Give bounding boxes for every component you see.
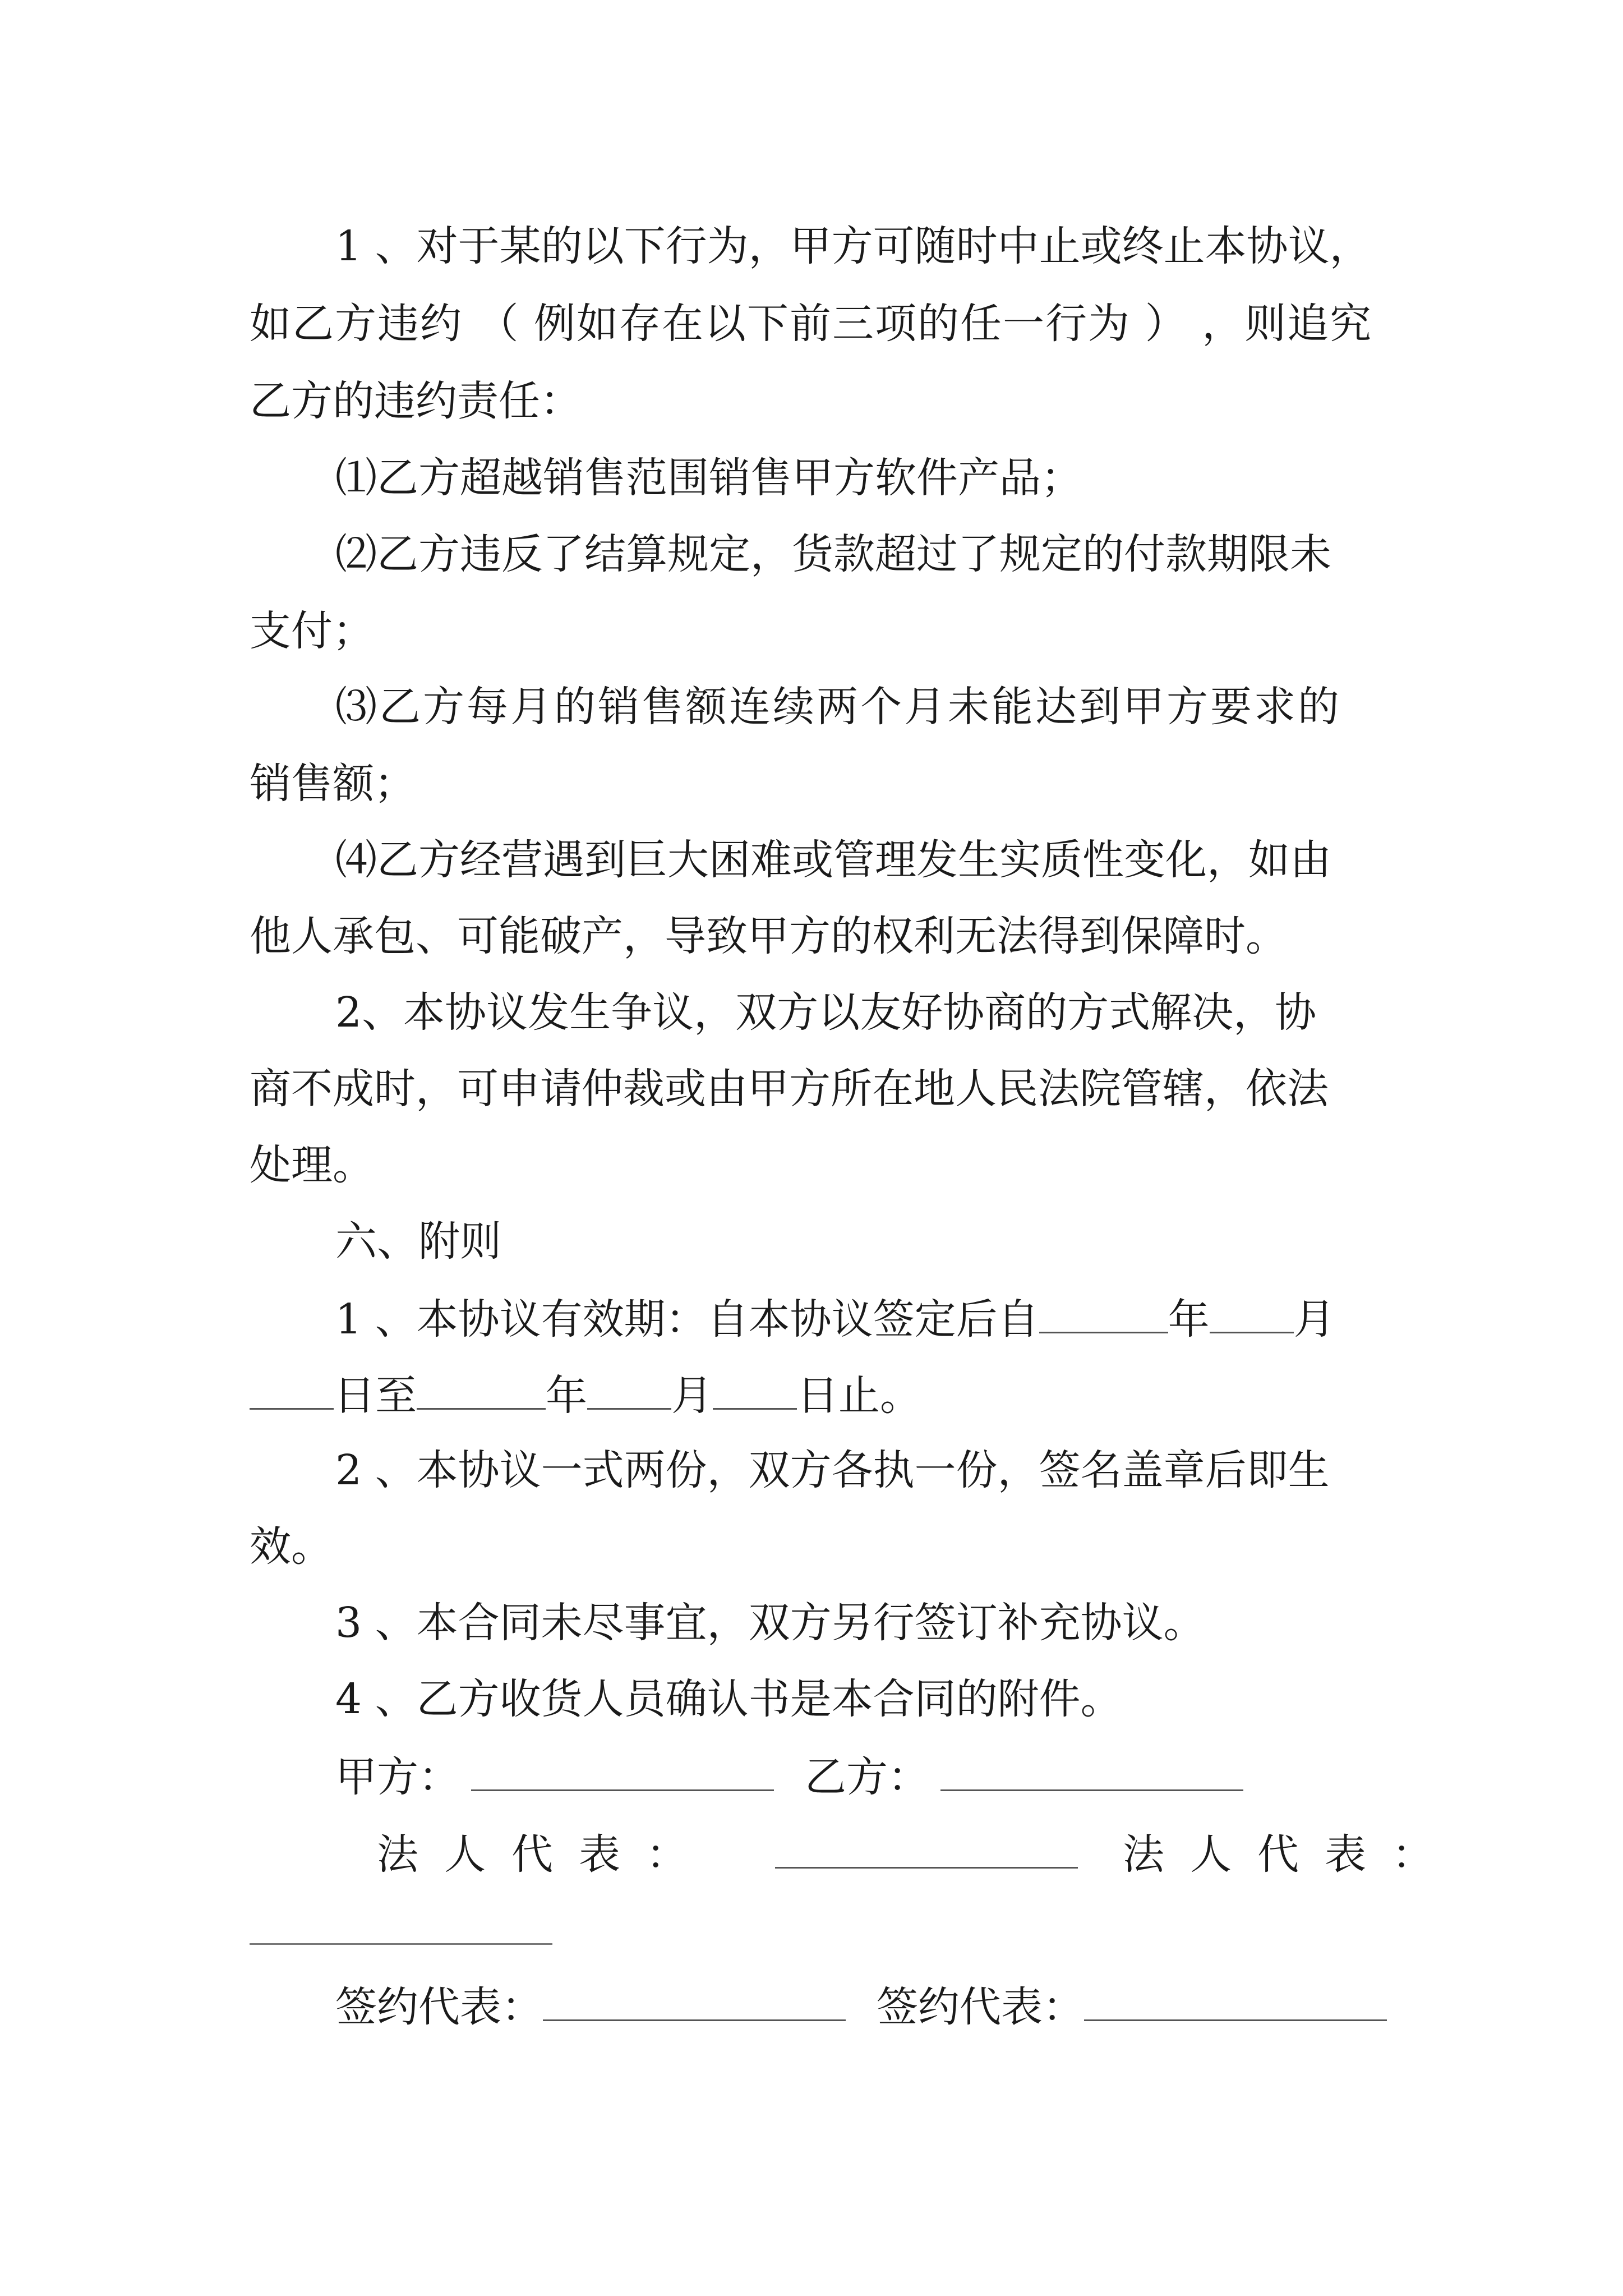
end-year-label: 年	[546, 1372, 587, 1420]
end-year-blank[interactable]	[417, 1373, 546, 1410]
item-3-line-2: 销售额；	[250, 760, 416, 808]
item-4-line-1: ⑷乙方经营遇到巨大困难或管理发生实质性变化，如由	[335, 836, 1331, 884]
party-b-legal-rep-label: 法人代表：	[1123, 1830, 1459, 1879]
item-4-line-2: 他人承包、可能破产，导致甲方的权利无法得到保障时。	[250, 912, 1287, 960]
paragraph-2-line-2: 商不成时，可申请仲裁或由甲方所在地人民法院管辖，依法	[250, 1065, 1329, 1113]
party-a-legal-rep-label: 法人代表：	[377, 1830, 713, 1879]
section-6-heading: 六、附则	[335, 1217, 501, 1266]
party-signature-row	[335, 1753, 1243, 1801]
paragraph-2-line-1: 2、本协议发生争议，双方以友好协商的方式解决，协	[335, 988, 1317, 1037]
clause-1-line-1	[335, 1295, 1335, 1343]
start-month-label: 月	[1293, 1295, 1335, 1343]
end-month-blank[interactable]	[587, 1373, 671, 1410]
clause-2-line-2: 效。	[250, 1522, 333, 1571]
party-b-label: 乙方：	[805, 1753, 929, 1801]
end-day-label: 日止。	[797, 1372, 921, 1420]
start-day-label: 日至	[334, 1372, 417, 1420]
party-a-signing-rep-blank[interactable]	[543, 1985, 846, 2021]
start-year-blank[interactable]	[1039, 1297, 1168, 1333]
clause-2-line-1: 2 、本协议一式两份，双方各执一份，签名盖章后即生	[335, 1446, 1330, 1494]
paragraph-1-line-1: 1 、对于某的以下行为，甲方可随时中止或终止本协议，	[335, 222, 1371, 270]
party-b-legal-rep-blank[interactable]	[250, 1943, 552, 1945]
end-day-blank[interactable]	[713, 1373, 797, 1410]
party-a-legal-rep-blank[interactable]	[775, 1832, 1078, 1869]
signing-rep-row	[335, 1983, 1387, 2031]
party-a-label: 甲方：	[335, 1753, 460, 1801]
item-2-line-1: ⑵乙方违反了结算规定，货款超过了规定的付款期限未	[335, 530, 1331, 578]
paragraph-1-line-3: 乙方的违约责任：	[250, 377, 582, 425]
start-month-blank[interactable]	[1210, 1297, 1294, 1333]
end-month-label: 月	[671, 1372, 713, 1420]
party-b-signing-rep-blank[interactable]	[1084, 1985, 1387, 2021]
start-day-blank[interactable]	[250, 1373, 334, 1410]
party-b-blank[interactable]	[940, 1755, 1243, 1791]
paragraph-1-line-2: 如乙方违约 （ 例如存在以下前三项的任一行为 ） ，则追究	[250, 300, 1373, 348]
start-year-label: 年	[1168, 1295, 1210, 1343]
clause-1-line-2	[250, 1372, 921, 1420]
item-2-line-2: 支付；	[250, 607, 374, 655]
paragraph-2-line-3: 处理。	[250, 1141, 374, 1189]
legal-rep-row	[377, 1830, 1459, 1879]
item-1: ⑴乙方超越销售范围销售甲方软件产品；	[335, 454, 1082, 502]
item-3-line-1: ⑶乙方每月的销售额连续两个月未能达到甲方要求的	[335, 683, 1341, 731]
party-a-blank[interactable]	[471, 1755, 774, 1791]
clause-1-prefix: 1 、本协议有效期：自本协议签定后自	[335, 1295, 1039, 1343]
party-a-signing-rep-label: 签约代表：	[335, 1983, 543, 2031]
party-b-signing-rep-label: 签约代表：	[877, 1983, 1084, 2031]
clause-3: 3 、本合同未尽事宜，双方另行签订补充协议。	[335, 1599, 1205, 1647]
clause-4: 4 、乙方收货人员确认书是本合同的附件。	[335, 1675, 1122, 1723]
